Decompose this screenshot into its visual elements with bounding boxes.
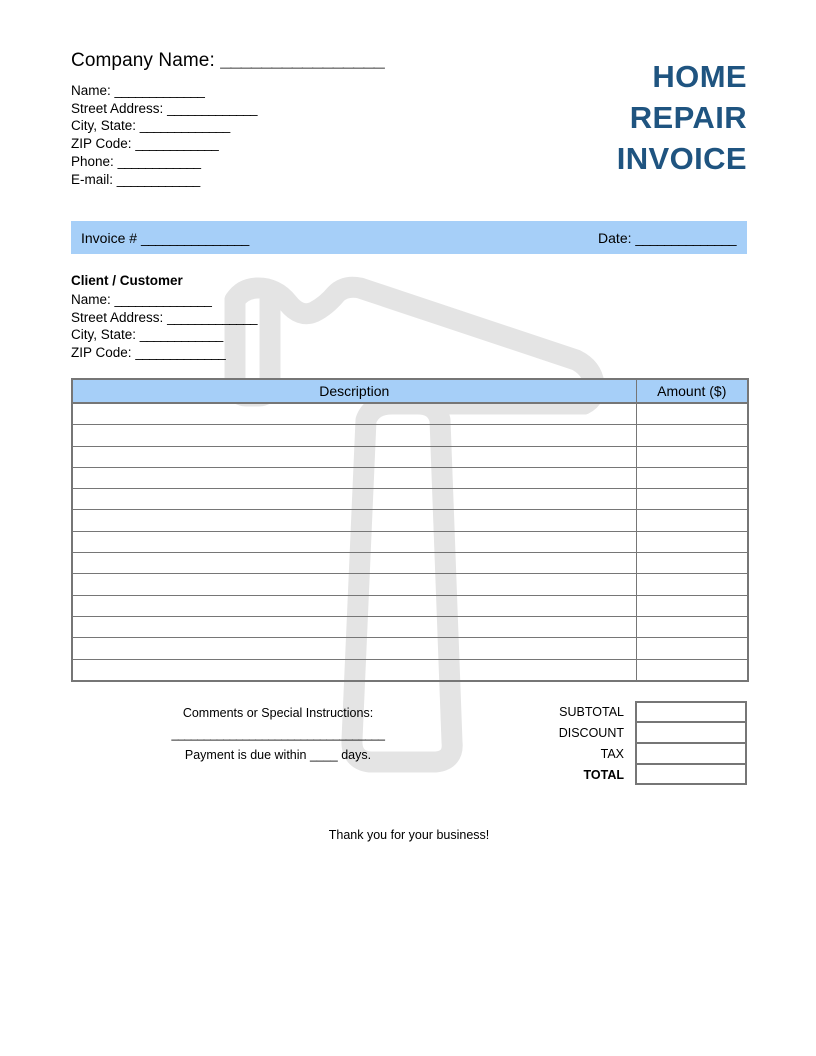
company-name-blank: ________________ <box>220 49 384 71</box>
table-row <box>72 489 748 510</box>
totals-label-discount: DISCOUNT <box>558 725 624 740</box>
totals-row-subtotal <box>500 701 747 722</box>
field-label: Name: <box>71 291 111 307</box>
cell-amount[interactable] <box>636 425 748 446</box>
field-label: City, State: <box>71 327 137 343</box>
table-row <box>72 510 748 531</box>
totals-label-tax: TAX <box>600 746 624 761</box>
client-field-street-address[interactable] <box>71 309 257 327</box>
cell-amount[interactable] <box>636 595 748 616</box>
field-blank: _____________ <box>167 100 257 116</box>
document-title-line-1: HOME <box>652 59 747 94</box>
field-label: Street Address: <box>71 100 164 116</box>
totals-row-total <box>500 764 747 785</box>
cell-amount[interactable] <box>636 489 748 510</box>
invoice-date-label: Date: <box>598 230 632 246</box>
cell-amount[interactable] <box>636 510 748 531</box>
cell-amount[interactable] <box>636 531 748 552</box>
table-row <box>72 659 748 681</box>
field-blank: _____________ <box>167 309 257 325</box>
document-title-line-3: INVOICE <box>616 141 747 176</box>
client-field-zip-code[interactable] <box>71 344 257 362</box>
document-title <box>617 56 747 179</box>
cell-description[interactable] <box>72 659 636 681</box>
table-row <box>72 446 748 467</box>
totals-value-subtotal[interactable] <box>635 701 747 722</box>
cell-description[interactable] <box>72 467 636 488</box>
field-blank: ____________ <box>116 171 200 187</box>
column-header-amount: Amount ($) <box>636 379 748 403</box>
field-label: Phone: <box>71 153 114 169</box>
field-label: ZIP Code: <box>71 136 132 152</box>
field-label: E-mail: <box>71 171 114 187</box>
cell-description[interactable] <box>72 489 636 510</box>
totals-value-discount[interactable] <box>635 722 747 743</box>
cell-description[interactable] <box>72 616 636 637</box>
field-blank: ____________ <box>139 327 223 343</box>
cell-description[interactable] <box>72 425 636 446</box>
cell-amount[interactable] <box>636 403 748 425</box>
table-header-row <box>72 379 748 403</box>
invoice-number-field[interactable] <box>81 230 249 246</box>
field-label: City, State: <box>71 118 137 134</box>
line-items-body <box>72 403 748 681</box>
table-row <box>72 595 748 616</box>
totals-label-subtotal: SUBTOTAL <box>559 704 624 719</box>
cell-amount[interactable] <box>636 446 748 467</box>
field-blank: _____________ <box>135 345 226 361</box>
field-label: ZIP Code: <box>71 345 132 361</box>
cell-description[interactable] <box>72 553 636 574</box>
cell-amount[interactable] <box>636 616 748 637</box>
cell-description[interactable] <box>72 446 636 467</box>
field-blank: ____________ <box>135 136 219 152</box>
line-items-table <box>71 378 749 682</box>
client-customer-block <box>71 272 257 362</box>
cell-amount[interactable] <box>636 574 748 595</box>
invoice-date-blank: ______________ <box>635 230 736 246</box>
invoice-number-label: Invoice # <box>81 230 138 246</box>
invoice-date-band <box>71 221 747 254</box>
company-header <box>71 47 747 188</box>
totals-label-total: TOTAL <box>583 767 624 782</box>
table-row <box>72 467 748 488</box>
table-row <box>72 425 748 446</box>
totals-section <box>500 701 747 785</box>
field-blank: _____________ <box>139 118 230 134</box>
column-header-description: Description <box>72 379 636 403</box>
client-heading: Client / Customer <box>71 273 183 288</box>
comments-section <box>78 703 478 766</box>
cell-description[interactable] <box>72 403 636 425</box>
table-row <box>72 553 748 574</box>
table-row <box>72 638 748 659</box>
table-row <box>72 403 748 425</box>
comments-heading: Comments or Special Instructions: <box>182 706 374 720</box>
field-label: Street Address: <box>71 309 164 325</box>
cell-amount[interactable] <box>636 638 748 659</box>
field-blank: _____________ <box>114 83 205 98</box>
field-blank: ____________ <box>117 153 201 169</box>
table-row <box>72 616 748 637</box>
table-row <box>72 531 748 552</box>
invoice-date-field[interactable] <box>598 230 736 246</box>
totals-value-tax[interactable] <box>635 743 747 764</box>
client-field-city-state[interactable] <box>71 326 257 344</box>
totals-row-tax <box>500 743 747 764</box>
cell-amount[interactable] <box>636 467 748 488</box>
cell-description[interactable] <box>72 531 636 552</box>
table-row <box>72 574 748 595</box>
company-name-label: Company Name: <box>71 50 215 71</box>
cell-description[interactable] <box>72 510 636 531</box>
client-field-name[interactable] <box>71 291 257 309</box>
totals-row-discount <box>500 722 747 743</box>
field-label: Name: <box>71 83 111 98</box>
cell-description[interactable] <box>72 595 636 616</box>
document-title-line-2: REPAIR <box>629 100 747 135</box>
payment-terms-text[interactable]: Payment is due within ____ days. <box>184 748 372 762</box>
cell-description[interactable] <box>72 638 636 659</box>
totals-value-total[interactable] <box>635 764 747 785</box>
invoice-number-blank: _______________ <box>140 230 249 246</box>
footer-message: Thank you for your business! <box>328 828 490 842</box>
field-blank: ______________ <box>114 291 212 307</box>
cell-amount[interactable] <box>636 659 748 681</box>
cell-description[interactable] <box>72 574 636 595</box>
comments-write-in-line[interactable]: _________________________________ <box>171 727 385 741</box>
cell-amount[interactable] <box>636 553 748 574</box>
